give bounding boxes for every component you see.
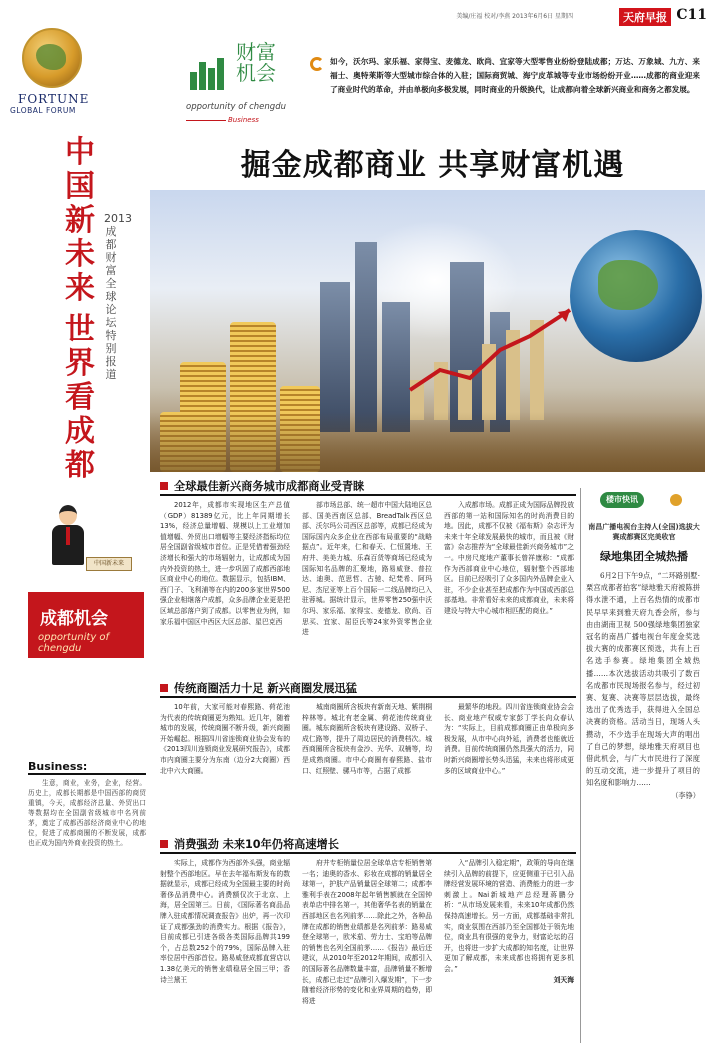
business-tag bbox=[186, 116, 276, 124]
news-title: 绿地集团全城热播 bbox=[600, 550, 688, 563]
refresh-arrow-icon bbox=[310, 57, 324, 71]
square-bullet-icon bbox=[160, 840, 168, 848]
business-definition: 生意，商业，业务，企业，经营。历史上，成都长期都是中国西部的商贸重镇，今天，成都经济总量、外贸出口等数据均在全国副省级城市中名列前茅，奠定了成都西部经济商业中心的地位，促进了成都商圈的不断发展，成都也正成为国内外商业投资的热土。 bbox=[28, 779, 146, 847]
businessman-illustration bbox=[48, 505, 88, 577]
banner-subtitle: opportunity of chengdu bbox=[38, 632, 110, 654]
section2-heading bbox=[160, 680, 357, 696]
fortune-logo-text: FORTUNE bbox=[18, 92, 90, 106]
section3-heading bbox=[160, 836, 339, 852]
intro-lead: 如今，沃尔玛、家乐福、家得宝、麦德龙、欧尚、宜家等大型零售业纷纷登陆成都；万达、万象城、九方、来福士、奥特莱斯等大型城市综合体的入驻；国际商贸城、海宁皮革城等专业市场纷纷开业……成都的商业迎来了商业时代的革命，并由单极向多极发展，同时商业的升级换代，让成都向着全球新兴商业和商务之都发展。 bbox=[330, 57, 700, 94]
newspaper-name: 天府早报 bbox=[619, 8, 671, 26]
chengdu-opportunity-banner bbox=[28, 592, 144, 658]
news-body: 6月2日下午9点，“二环路别墅·栗宫成都者拍客”绿地雅天府被陈拼得水泄不通，上百名热情的成都市民早早来到雅天府九香会所，参与由由湖南卫视 500强绿地集团独家冠名的南昌广播电视台年度金奖选拔大赛的成都赛区预选，共有上百名选手参赛。绿地集团全城热播……本次选拔活动共吸引了数百名成都市民现场报名参与，经过初赛、复赛、决赛等层层选拔，最终选出了优秀选手，获得进入全国总决赛的资格。活动当日，现场人头攒动，不少选手在现场大声的唱出了自己的梦想，绿地雅天府项目也借此机会，与广大市民进行了深度的互动交流，进一步提升了项目的知名度和影响力…… （李铮） bbox=[586, 570, 700, 802]
section1-col2: 部市场总部、统一超市中国大陆地区总部、国美西南区总部、BreadTalk西区总部、沃尔玛公司西区总部等，成都已经成为国际国内众多企业在西部布局重要的“战略据点”。近年来，仁和春天、仁恒置地、王府井、美美力城、乐森百货等商场已经成为国际知名品牌的汇聚地，路易威登、普拉达、迪奥、范思哲、古驰、纪梵希、阿玛尼、杰尼亚等上百个国际一二线品牌均已入驻蓉城。据统计显示，世界零售250强中沃尔玛、家乐福、家得宝、麦德龙、欧尚、百思买、宜家、屈臣氏等24家外资零售企业进 bbox=[302, 501, 432, 637]
section2-columns bbox=[160, 702, 576, 822]
section1-rule bbox=[160, 494, 576, 496]
section3-byline: 刘天海 bbox=[553, 975, 574, 984]
section2-heading-text: 传统商圈活力十足 新兴商圈发展迅猛 bbox=[174, 682, 357, 695]
section1-col1: 2012年，成都市实现地区生产总值（GDP）81389亿元，比上年同期增长13%，经济总量增幅、规模以上工业增加值增幅、外贸出口增幅等主要经济指标均位居全国副省级城市首位。正是凭借着强劲经济增长和强大的市场辐射力，让成都成为国内外投资的热土，进一步巩固了成都西部地区商业中心的地位。数据显示，包括IBM、西门子、飞利浦等在内的200多家世界500强企业相继落户成都，众多品牌企业更是把区域总部落户到了成都。以零售业为例，如家乐福中国区中西区大区总部、星巴克西 bbox=[160, 501, 290, 626]
business-tag-text: Business bbox=[228, 116, 259, 124]
real-estate-news-column bbox=[586, 488, 702, 1043]
global-forum-text: GLOBAL FORUM bbox=[10, 106, 76, 115]
section3-col1: 实际上，成都作为西部外头强，商业辐射整个西部地区。早在去年福布斯发布的数据就显示，成都已经成为全国最主要的时尚奢侈品消费中心。消费额仅次于北京、上海，居全国第三。日前，《国际著名商品品牌入驻成都情况调查报告》出炉，再一次印证了成都强劲的消费实力。根据《报告》，目前成都已引进各级各类国际品牌共199个，占总数252个的79%，国际品牌入驻率位居中西部首位。路易威登成都直营店以1.38亿美元的销售业绩稳居全国三甲；香诗兰黛王 bbox=[160, 859, 290, 984]
vertical-title-line2: 世界看成都 bbox=[65, 312, 95, 483]
globe-icon bbox=[22, 28, 82, 88]
section2-col2: 城南商圈所含板块有新南天地、紫荆桐梓林等。城北有老金属、荷花池传统商业圈。城东商圈所含板块有建设路、双桥子、成仁路等，提升了周边居民的消费档次。城西商圈所含板块有金沙、光华、双楠等，均是成熟商圈。市中心商圈有春熙路、盐市口、红照壁、骡马市等，占据了成都 bbox=[302, 703, 432, 775]
square-bullet-icon bbox=[160, 684, 168, 692]
news-byline: （李铮） bbox=[671, 790, 700, 800]
main-headline: 掘金成都商业 共享财富机遇 bbox=[240, 148, 625, 183]
figure-sign: 中国新未来 bbox=[86, 557, 132, 571]
section1-columns bbox=[160, 500, 576, 674]
section2-col3: 最繁华的地段。四川省连锁商业协会会长、商业地产权威专家彭丁学长向众春认为：“实际上，目前成都商圈正由单极向多极发展，从市中心向外延，消费者也能就近消费。目前传统商圈仍然具强大的活力，同时新兴商圈增长势头迅猛，未来也将形成更多的区域商业中心。” bbox=[444, 703, 574, 775]
vertical-subtitle: 2013成都财富全球论坛特别报道 bbox=[104, 212, 132, 381]
square-bullet-icon bbox=[160, 482, 168, 490]
main-illustration bbox=[150, 190, 705, 472]
column-divider bbox=[580, 488, 581, 1043]
section1-heading-text: 全球最佳新兴商务城市成都商业受青睐 bbox=[174, 480, 365, 493]
chengdu-fortune-logo: 财富机会 bbox=[236, 40, 276, 85]
badge-dot-icon bbox=[670, 494, 682, 506]
section2-col1: 10年前，大家可能对春熙路、荷花池为代表的传统商圈更为熟知。近几年，随着城市的发展，传统商圈不断升级，新兴商圈开始崛起。根据四川省连锁商业协会发布的《2013四川连锁商业发展研究报告》，成都市内商圈主要分为东南（边分2大商圈）西北中六大商圈。 bbox=[160, 703, 290, 775]
page-meta: 美编/庄福 校对/李燕 2013年6月6日 星期四 bbox=[456, 13, 573, 20]
skyline-icon bbox=[190, 58, 230, 90]
growth-graph-icon bbox=[400, 300, 600, 420]
vertical-title-line1: 中国新未来 bbox=[65, 135, 95, 306]
section3-columns bbox=[160, 858, 576, 1044]
section1-heading bbox=[160, 478, 364, 494]
page-header bbox=[0, 6, 713, 24]
section1-col3: 入成都市场。成都正成为国际品牌投放西部的第一站和国际知名的时尚消费目的地。因此，成都不仅被《福布斯》杂志评为未来十年全球发展最快的城市，而且被《财富》杂志推荐为“全球最佳新兴商务城市”之一。中房尺度地产董事长曾祥康称：“成都作为西部商业中心地位，辐射整个西部地区。目前已经吸引了众多国内外品牌企业入驻，不少企业甚至把成都作为中国或西部总部基地。非常看好未来的成都商业，未来将建设与特大中心城市相匹配的商业。” bbox=[444, 501, 574, 615]
section3-rule bbox=[160, 852, 576, 854]
opportunity-text: opportunity of chengdu bbox=[186, 102, 286, 112]
section3-col2: 府井专柜销量位居全球单店专柜销售第一名；迪奥的香水、彩妆在成都的销量居全球第一，护肤产品销量居全球第二；成都李雅利手表在2008年起年销售额就在全国钟表单店中排名第一，其他奢华名表的销量在西部地区也名列前茅……除此之外，各种品牌在成都的销售业绩都是名列前茅：路易威登全球第一，欧米茄、劳力士、宝珀等品牌的销售也名列全国前茅……《报告》最后还建议，从2010年至2012年期间，成都引入的国际著名品牌数量丰富，品牌销量不断增长，成都已走过“品牌引入爆发期”，下一步随着经济形势的变化和业界周期的趋势，即将进 bbox=[302, 859, 432, 1005]
section3-col3: 入“品牌引入稳定期”，政策的导向在继续引入品牌的前提下，应更侧重于已引入品牌经营发展环境的营造、消费能力的进一步刺激上。Nai新城地产总经理蒋鹏分析：“从市场发展来看，未来10年成都仍然保持高速增长。另一方面，成都基础非常扎实，商业氛围在西部乃至全国都处于领先地位，商业具有很强的竞争力，财富论坛的召开，也将进一步扩大成都的知名度，让世界更加了解成都，未来成都也将拥有更多机会。” 刘天海 bbox=[444, 859, 574, 984]
news-badge bbox=[586, 488, 702, 512]
section2-rule bbox=[160, 696, 576, 698]
section3-heading-text: 消费强劲 未来10年仍将高速增长 bbox=[174, 838, 339, 851]
news-subtitle: 南昌广播电视台主持人(全国)选拔大赛成都赛区完美收官 bbox=[588, 523, 700, 541]
banner-title: 成都机会 bbox=[40, 609, 108, 629]
news-badge-label: 楼市快讯 bbox=[600, 492, 644, 508]
business-heading: Business: bbox=[28, 760, 146, 775]
page-number: C11 bbox=[676, 7, 707, 23]
